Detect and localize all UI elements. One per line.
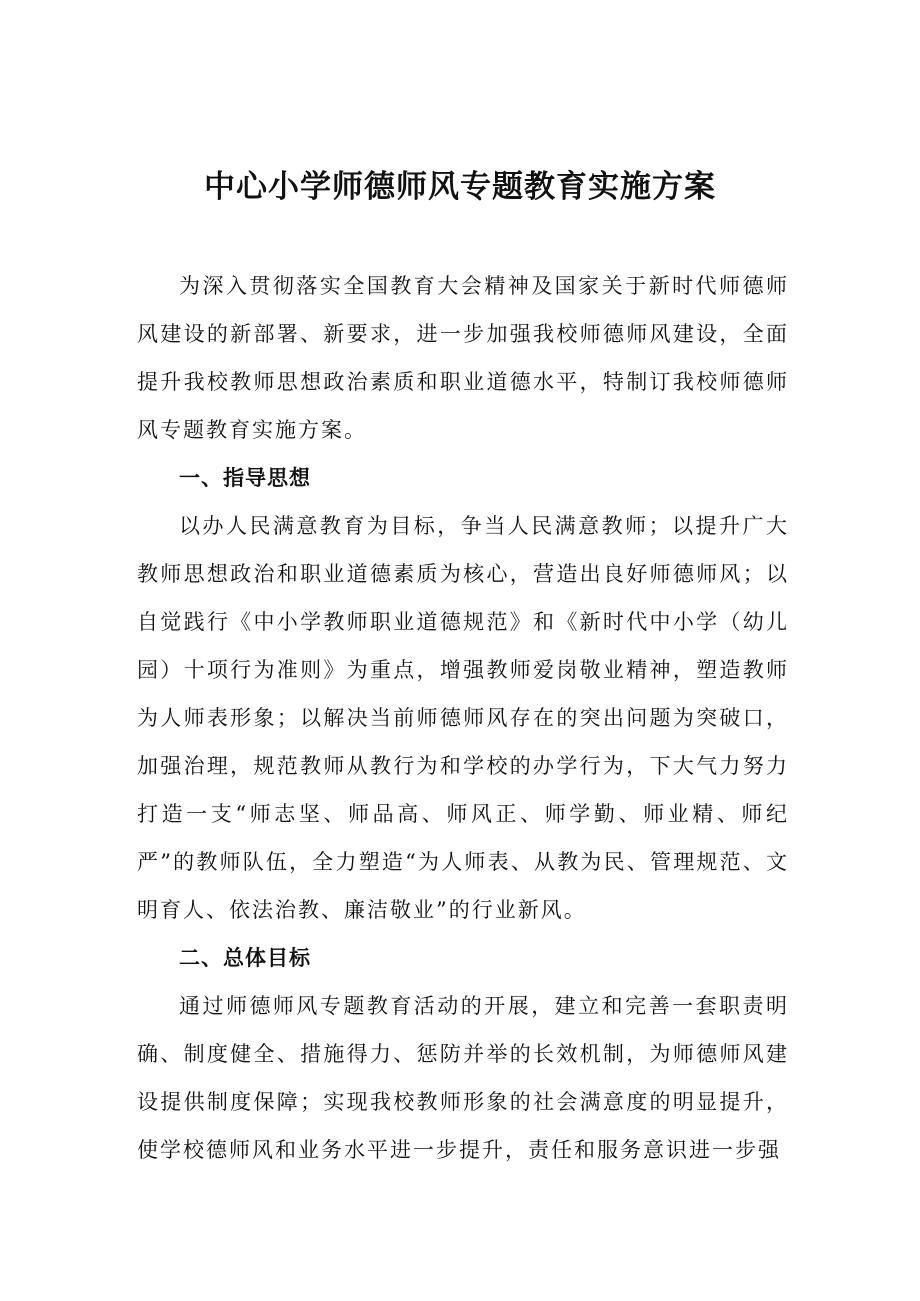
- section-heading-guiding-ideology: 一、指导思想: [179, 466, 311, 490]
- document-title: 中心小学师德师风专题教育实施方案: [204, 169, 716, 205]
- section-body-guiding-ideology: 以办人民满意教育为目标，争当人民满意教师；以提升广大教师思想政治和职业道德素质为核心，营造出良好师德师风；以自觉践行《中小学教师职业道德规范》和《新时代中小学（幼儿园）十项行为准则》为重点，增强教师爱岗敬业精神，塑造教师为人师表形象；以解决当前师德师风存在的突出问题为突破口，加强治理，规范教师从教行为和学校的办学行为，下大气力努力打造一支“师志坚、师品高、师风正、师学勤、师业精、师纪严”的教师队伍，全力塑造“为人师表、从教为民、管理规范、文明育人、依法治教、廉洁敬业”的行业新风。: [137, 514, 789, 922]
- section-heading-overall-goals: 二、总体目标: [179, 946, 311, 970]
- intro-paragraph: 为深入贯彻落实全国教育大会精神及国家关于新时代师德师风建设的新部署、新要求，进一步加强我校师德师风建设，全面提升我校教师思想政治素质和职业道德水平，特制订我校师德师风专题教育实施方案。: [137, 274, 789, 442]
- section-body-overall-goals: 通过师德师风专题教育活动的开展，建立和完善一套职责明确、制度健全、措施得力、惩防并举的长效机制，为师德师风建设提供制度保障；实现我校教师形象的社会满意度的明显提升，使学校德师风和业务水平进一步提升，责任和服务意识进一步强: [137, 994, 789, 1162]
- document-body: [137, 262, 789, 1174]
